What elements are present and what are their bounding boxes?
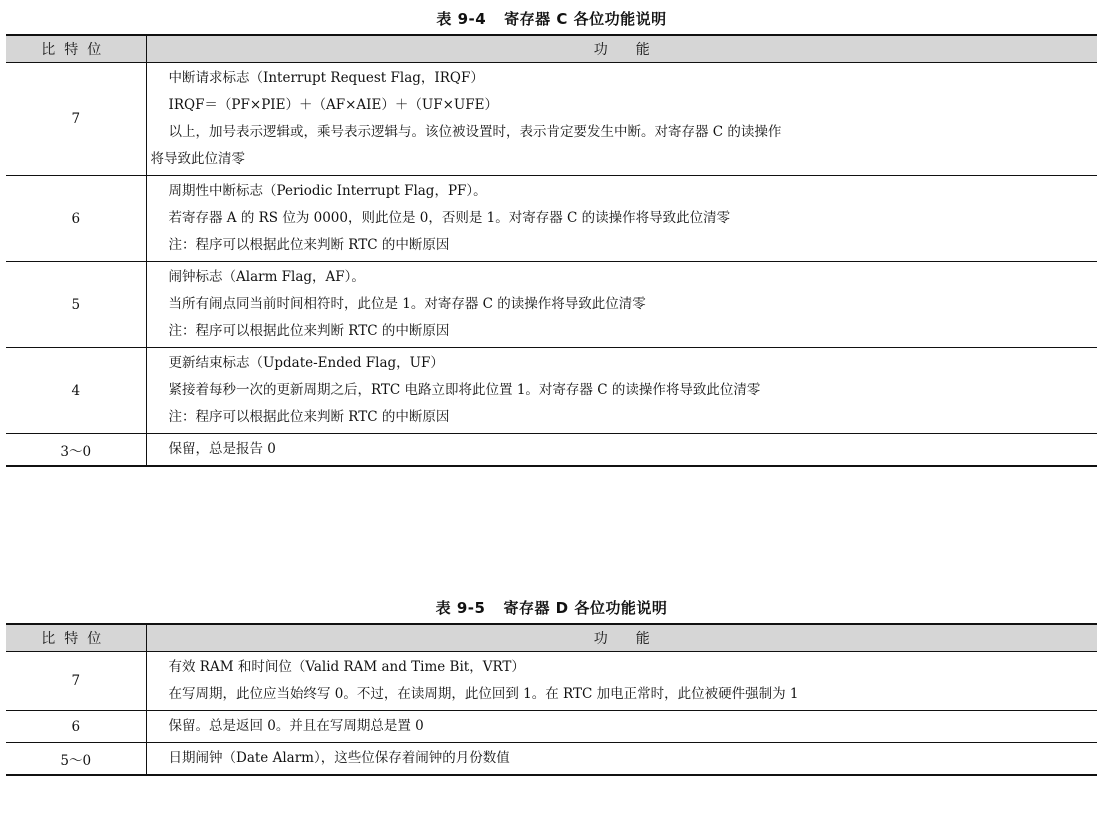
function-line: 有效 RAM 和时间位（Valid RAM and Time Bit，VRT）: [168, 659, 525, 675]
bit-cell: 7: [6, 63, 146, 176]
function-line: 当所有闹点同当前时间相符时，此位是 1。对寄存器 C 的读操作将导致此位清零: [168, 296, 646, 312]
function-line: 注：程序可以根据此位来判断 RTC 的中断原因: [168, 409, 450, 425]
function-cell: [146, 63, 1097, 176]
table-number: 表 9-4: [436, 10, 487, 28]
table-row: [6, 348, 1097, 434]
function-line-continuation: 将导致此位清零: [150, 151, 245, 167]
function-line: 周期性中断标志（Periodic Interrupt Flag，PF）。: [168, 183, 487, 199]
bit-cell: 5～0: [6, 743, 146, 776]
header-bit: 比特位: [6, 35, 146, 63]
bit-cell: 4: [6, 348, 146, 434]
function-line: 以上，加号表示逻辑或，乘号表示逻辑与。该位被设置时，表示肯定要发生中断。对寄存器 C 的读操作: [168, 124, 782, 140]
function-cell: [146, 711, 1097, 743]
register-d-table-block: [6, 593, 1097, 776]
header-row: [6, 624, 1097, 652]
function-line: 紧接着每秒一次的更新周期之后，RTC 电路立即将此位置 1。对寄存器 C 的读操作将导致此位清零: [168, 382, 761, 398]
function-cell: [146, 348, 1097, 434]
function-line: IRQF＝（PF×PIE）＋（AF×AIE）＋（UF×UFE）: [168, 97, 498, 113]
header-function: [146, 35, 1097, 63]
header-function: [146, 624, 1097, 652]
function-cell: [146, 176, 1097, 262]
function-line: 在写周期，此位应当始终写 0。不过，在读周期，此位回到 1。在 RTC 加电正常时，此位被硬件强制为 1: [168, 686, 799, 702]
table-row: [6, 743, 1097, 776]
bit-cell: 7: [6, 652, 146, 711]
function-line: 注：程序可以根据此位来判断 RTC 的中断原因: [168, 237, 450, 253]
table-row: [6, 176, 1097, 262]
function-cell: [146, 262, 1097, 348]
table-row: [6, 262, 1097, 348]
function-line: 闹钟标志（Alarm Flag，AF）。: [168, 269, 365, 285]
bit-cell: 6: [6, 176, 146, 262]
header-function-label: 功能: [593, 631, 678, 647]
function-cell: [146, 652, 1097, 711]
function-line: 若寄存器 A 的 RS 位为 0000，则此位是 0，否则是 1。对寄存器 C 的读操作将导致此位清零: [168, 210, 731, 226]
header-function-label: 功能: [593, 42, 678, 58]
header-row: [6, 35, 1097, 63]
bit-cell: 5: [6, 262, 146, 348]
table-title: 寄存器 C 各位功能说明: [504, 10, 667, 28]
table-caption: [6, 593, 1097, 623]
bit-cell: 3～0: [6, 434, 146, 467]
register-c-table: [6, 34, 1097, 467]
function-cell: [146, 434, 1097, 467]
table-row: [6, 711, 1097, 743]
bit-cell: 6: [6, 711, 146, 743]
register-c-table-block: [6, 4, 1097, 467]
function-line: 注：程序可以根据此位来判断 RTC 的中断原因: [168, 323, 450, 339]
table-row: [6, 652, 1097, 711]
function-line: 更新结束标志（Update-Ended Flag，UF）: [168, 355, 444, 371]
table-row: [6, 434, 1097, 467]
function-line: 日期闹钟（Date Alarm），这些位保存着闹钟的月份数值: [168, 750, 510, 766]
function-line: 保留。总是返回 0。并且在写周期总是置 0: [168, 718, 424, 734]
table-row: [6, 63, 1097, 176]
header-bit: 比特位: [6, 624, 146, 652]
table-title: 寄存器 D 各位功能说明: [503, 599, 668, 617]
register-d-table: [6, 623, 1097, 776]
function-line: 中断请求标志（Interrupt Request Flag，IRQF）: [168, 70, 484, 86]
table-caption: [6, 4, 1097, 34]
table-number: 表 9-5: [435, 599, 486, 617]
function-line: 保留，总是报告 0: [168, 441, 276, 457]
function-cell: [146, 743, 1097, 776]
